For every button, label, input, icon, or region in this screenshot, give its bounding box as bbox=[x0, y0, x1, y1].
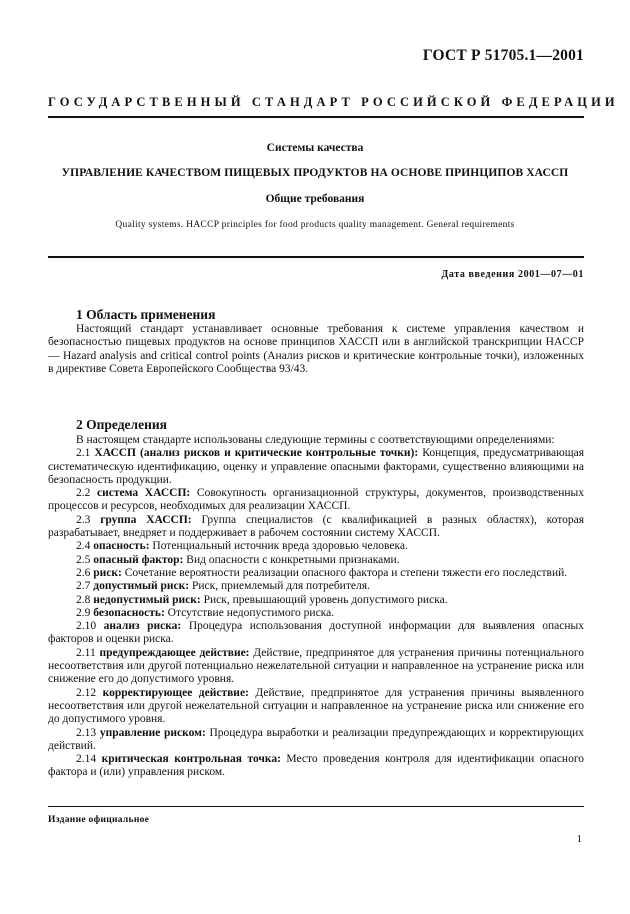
definition-number: 2.9 bbox=[76, 606, 91, 619]
definition-text: Сочетание вероятности реализации опасного фактора и степени тяжести его последствий. bbox=[124, 566, 568, 579]
definition-number: 2.6 bbox=[76, 566, 91, 579]
definition-item bbox=[48, 447, 584, 487]
official-edition-label: Издание официальное bbox=[48, 815, 150, 825]
definition-number: 2.10 bbox=[76, 620, 97, 633]
definition-number: 2.2 bbox=[76, 487, 91, 500]
definition-term: управление риском: bbox=[99, 726, 206, 739]
definition-item bbox=[48, 647, 584, 687]
definition-term: предупреждающее действие: bbox=[99, 646, 250, 659]
definition-term: риск: bbox=[93, 566, 122, 579]
definition-text: Риск, превышающий уровень допустимого риска. bbox=[203, 593, 448, 606]
definition-number: 2.8 bbox=[76, 593, 91, 606]
definition-text: Совокупность организационной структуры, документов, производственных процессов и ресурсов, необходимых для реализации ХАССП. bbox=[48, 487, 585, 513]
definition-term: корректирующее действие: bbox=[102, 686, 249, 699]
definition-item bbox=[48, 540, 584, 553]
definition-item bbox=[48, 514, 584, 541]
definition-text: Процедура использования доступной информации для выявления опасных факторов и оценки риска. bbox=[48, 620, 585, 646]
definition-text: Концепция, предусматривающая систематическую идентификацию, оценку и управление опасными факторами, существенно влияющими на безопасность продукции. bbox=[48, 447, 584, 486]
definition-term: ХАССП (анализ рисков и критические контрольные точки): bbox=[94, 447, 419, 460]
definition-item bbox=[48, 753, 584, 780]
page-number: 1 bbox=[576, 833, 582, 845]
general-requirements-subtitle: Общие требования bbox=[265, 193, 365, 205]
footer-divider bbox=[48, 806, 584, 807]
definition-text: Место проведения контроля для идентификации опасного фактора и (или) управления риском. bbox=[48, 753, 584, 779]
introduction-date: Дата введения 2001—07—01 bbox=[441, 269, 584, 280]
definition-number: 2.11 bbox=[76, 646, 96, 659]
quality-systems-subtitle: Системы качества bbox=[266, 142, 364, 154]
definition-text: Риск, приемлемый для потребителя. bbox=[192, 580, 370, 593]
definition-text: Процедура выработки и реализации предупреждающих и корректирующих действий. bbox=[48, 726, 585, 752]
definition-number: 2.3 bbox=[76, 513, 91, 526]
definition-term: анализ риска: bbox=[103, 620, 182, 633]
document-title: УПРАВЛЕНИЕ КАЧЕСТВОМ ПИЩЕВЫХ ПРОДУКТОВ НА ОСНОВЕ ПРИНЦИПОВ ХАССП bbox=[61, 167, 569, 179]
definition-number: 2.7 bbox=[76, 580, 91, 593]
section-2-intro: В настоящем стандарте использованы следующие термины с соответствующими определениями: bbox=[76, 434, 555, 446]
state-standard-heading: ГОСУДАРСТВЕННЫЙ СТАНДАРТ РОССИЙСКОЙ ФЕДЕРАЦИИ bbox=[48, 95, 619, 109]
definition-item bbox=[48, 594, 584, 607]
definition-text: Действие, предпринятое для устранения причины выявленного несоответствия или другой нежелательной ситуации и направленное на устранение риска или снижение его до допустимого уровня. bbox=[48, 686, 585, 726]
definition-text: Группа специалистов (с квалификацией в разных областях), которая разрабатывает, внедряет и поддерживает в рабочем состоянии систему ХАССП. bbox=[48, 513, 585, 540]
definition-item bbox=[48, 607, 584, 620]
definition-term: опасность: bbox=[93, 540, 150, 553]
definition-item bbox=[48, 620, 584, 647]
definition-item bbox=[48, 487, 584, 514]
definition-text: Отсутствие недопустимого риска. bbox=[167, 606, 335, 619]
definition-term: безопасность: bbox=[93, 606, 165, 619]
definition-number: 2.13 bbox=[76, 726, 97, 739]
definition-term: недопустимый риск: bbox=[93, 593, 201, 606]
top-divider bbox=[48, 116, 584, 118]
section-2-heading: 2 Определения bbox=[76, 417, 167, 432]
section-1-heading: 1 Область применения bbox=[76, 307, 216, 322]
title-divider bbox=[48, 256, 584, 258]
definition-term: опасный фактор: bbox=[93, 553, 184, 566]
definition-text: Потенциальный источник вреда здоровью человека. bbox=[152, 540, 408, 553]
definition-number: 2.12 bbox=[76, 686, 97, 699]
definition-number: 2.5 bbox=[76, 553, 91, 566]
section-2-body bbox=[48, 434, 584, 780]
definition-item bbox=[48, 687, 584, 727]
definition-number: 2.1 bbox=[76, 447, 91, 460]
definition-term: критическая контрольная точка: bbox=[101, 753, 281, 766]
section-1-paragraph: Настоящий стандарт устанавливает основные требования к системе управления качеством и безопасностью пищевых продуктов на основе принципов ХАССП или в английской транскрипции HACCP — Hazard analysis and critical control points (Анализ рисков и критические контрольные точки), изложенных в директиве Совета Европейского Сообщества 93/43. bbox=[48, 323, 584, 375]
definition-number: 2.4 bbox=[76, 540, 91, 553]
definition-number: 2.14 bbox=[76, 753, 97, 766]
definition-term: группа ХАССП: bbox=[100, 513, 192, 526]
english-title: Quality systems. HACCP principles for food products quality management. General requirements bbox=[115, 220, 515, 230]
definition-item bbox=[48, 727, 584, 754]
definition-term: система ХАССП: bbox=[97, 487, 191, 500]
section-1-body bbox=[48, 323, 584, 376]
definitions-list bbox=[48, 447, 584, 779]
definition-item bbox=[48, 567, 584, 580]
definition-term: допустимый риск: bbox=[93, 580, 190, 593]
definition-item bbox=[48, 554, 584, 567]
gost-code: ГОСТ Р 51705.1—2001 bbox=[422, 47, 584, 64]
definition-item bbox=[48, 580, 584, 593]
definition-text: Действие, предпринятое для устранения причины потенциального несоответствия или другой потенциально нежелательной ситуации и направленное на устранение риска или снижение его до допустимого уровня. bbox=[48, 646, 585, 686]
definition-text: Вид опасности с конкретными признаками. bbox=[186, 553, 400, 566]
